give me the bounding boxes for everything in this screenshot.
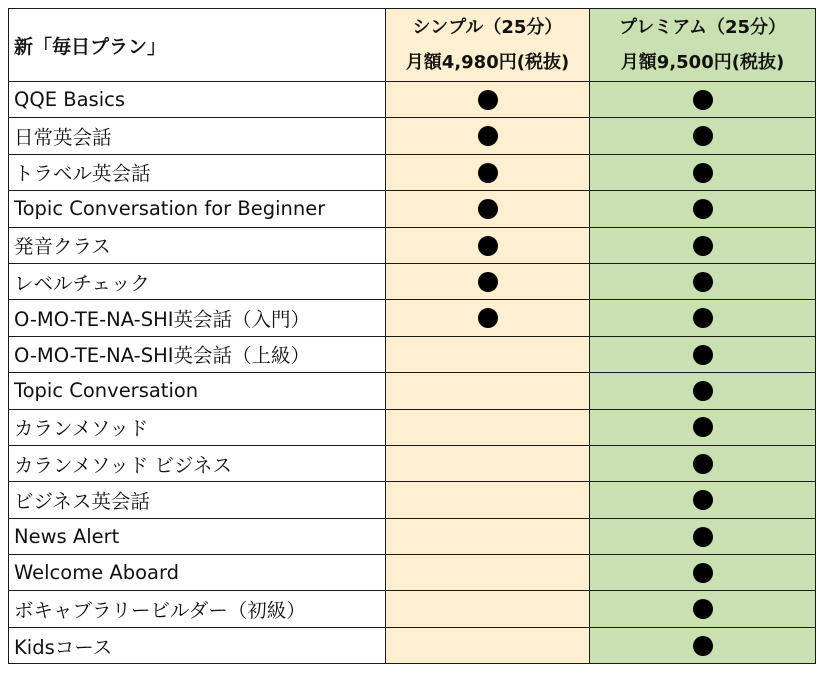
course-name-cell: News Alert — [9, 518, 386, 554]
course-name-cell: 日常英会話 — [9, 118, 386, 154]
table-row — [9, 154, 816, 190]
included-mark-icon — [693, 126, 713, 146]
table-row — [9, 82, 816, 118]
course-name-cell: トラベル英会話 — [9, 154, 386, 190]
table-row — [9, 409, 816, 445]
availability-cell-premium — [590, 227, 816, 263]
course-name-cell: O-MO-TE-NA-SHI英会話（入門） — [9, 300, 386, 336]
included-mark-icon — [693, 236, 713, 256]
availability-cell-premium — [590, 445, 816, 481]
included-mark-icon — [693, 636, 713, 656]
plan-header-premium — [590, 9, 816, 82]
included-mark-icon — [693, 599, 713, 619]
included-mark-icon — [478, 163, 498, 183]
plan-comparison-sheet — [8, 8, 816, 664]
availability-cell-premium — [590, 555, 816, 591]
plan-header-simple — [386, 9, 590, 82]
availability-cell-simple — [386, 591, 590, 627]
availability-cell-simple — [386, 336, 590, 372]
availability-cell-premium — [590, 300, 816, 336]
included-mark-icon — [478, 236, 498, 256]
course-name-cell: カランメソッド ビジネス — [9, 445, 386, 481]
course-name-cell: Kidsコース — [9, 627, 386, 663]
course-name-cell: Topic Conversation — [9, 373, 386, 409]
availability-cell-simple — [386, 300, 590, 336]
included-mark-icon — [478, 308, 498, 328]
table-row — [9, 482, 816, 518]
course-name-cell: Welcome Aboard — [9, 555, 386, 591]
included-mark-icon — [693, 308, 713, 328]
included-mark-icon — [693, 454, 713, 474]
availability-cell-simple — [386, 154, 590, 190]
header-row — [9, 9, 816, 82]
availability-cell-simple — [386, 227, 590, 263]
table-row — [9, 518, 816, 554]
course-name-cell: O-MO-TE-NA-SHI英会話（上級） — [9, 336, 386, 372]
included-mark-icon — [693, 563, 713, 583]
course-name-cell: 発音クラス — [9, 227, 386, 263]
included-mark-icon — [693, 199, 713, 219]
availability-cell-premium — [590, 82, 816, 118]
availability-cell-premium — [590, 518, 816, 554]
table-title: 新「毎日プラン」 — [9, 9, 386, 82]
table-row — [9, 373, 816, 409]
availability-cell-simple — [386, 555, 590, 591]
availability-cell-premium — [590, 154, 816, 190]
plan-comparison-table — [8, 8, 816, 664]
included-mark-icon — [693, 490, 713, 510]
table-row — [9, 191, 816, 227]
availability-cell-premium — [590, 373, 816, 409]
table-row — [9, 118, 816, 154]
course-name-cell: レベルチェック — [9, 263, 386, 299]
availability-cell-premium — [590, 118, 816, 154]
table-row — [9, 227, 816, 263]
availability-cell-premium — [590, 409, 816, 445]
table-row — [9, 300, 816, 336]
availability-cell-simple — [386, 263, 590, 299]
included-mark-icon — [478, 90, 498, 110]
availability-cell-premium — [590, 482, 816, 518]
plan-price-simple: 月額4,980円(税抜) — [405, 52, 570, 73]
plan-name-simple: シンプル（25分） — [412, 17, 563, 38]
table-row — [9, 445, 816, 481]
included-mark-icon — [693, 345, 713, 365]
table-row — [9, 555, 816, 591]
included-mark-icon — [478, 272, 498, 292]
availability-cell-simple — [386, 118, 590, 154]
availability-cell-premium — [590, 263, 816, 299]
availability-cell-simple — [386, 373, 590, 409]
availability-cell-simple — [386, 82, 590, 118]
plan-name-premium: プレミアム（25分） — [618, 17, 787, 38]
availability-cell-simple — [386, 482, 590, 518]
included-mark-icon — [693, 381, 713, 401]
included-mark-icon — [693, 527, 713, 547]
included-mark-icon — [478, 199, 498, 219]
availability-cell-premium — [590, 627, 816, 663]
plan-price-premium: 月額9,500円(税抜) — [620, 52, 785, 73]
availability-cell-simple — [386, 627, 590, 663]
availability-cell-simple — [386, 518, 590, 554]
included-mark-icon — [693, 417, 713, 437]
included-mark-icon — [693, 163, 713, 183]
included-mark-icon — [693, 272, 713, 292]
course-name-cell: QQE Basics — [9, 82, 386, 118]
availability-cell-simple — [386, 409, 590, 445]
table-row — [9, 591, 816, 627]
course-name-cell: Topic Conversation for Beginner — [9, 191, 386, 227]
course-name-cell: カランメソッド — [9, 409, 386, 445]
availability-cell-simple — [386, 445, 590, 481]
course-name-cell: ボキャブラリービルダー（初級） — [9, 591, 386, 627]
table-row — [9, 263, 816, 299]
availability-cell-simple — [386, 191, 590, 227]
availability-cell-premium — [590, 591, 816, 627]
table-row — [9, 627, 816, 663]
availability-cell-premium — [590, 191, 816, 227]
course-name-cell: ビジネス英会話 — [9, 482, 386, 518]
included-mark-icon — [693, 90, 713, 110]
table-row — [9, 336, 816, 372]
course-rows — [9, 82, 816, 664]
included-mark-icon — [478, 126, 498, 146]
availability-cell-premium — [590, 336, 816, 372]
